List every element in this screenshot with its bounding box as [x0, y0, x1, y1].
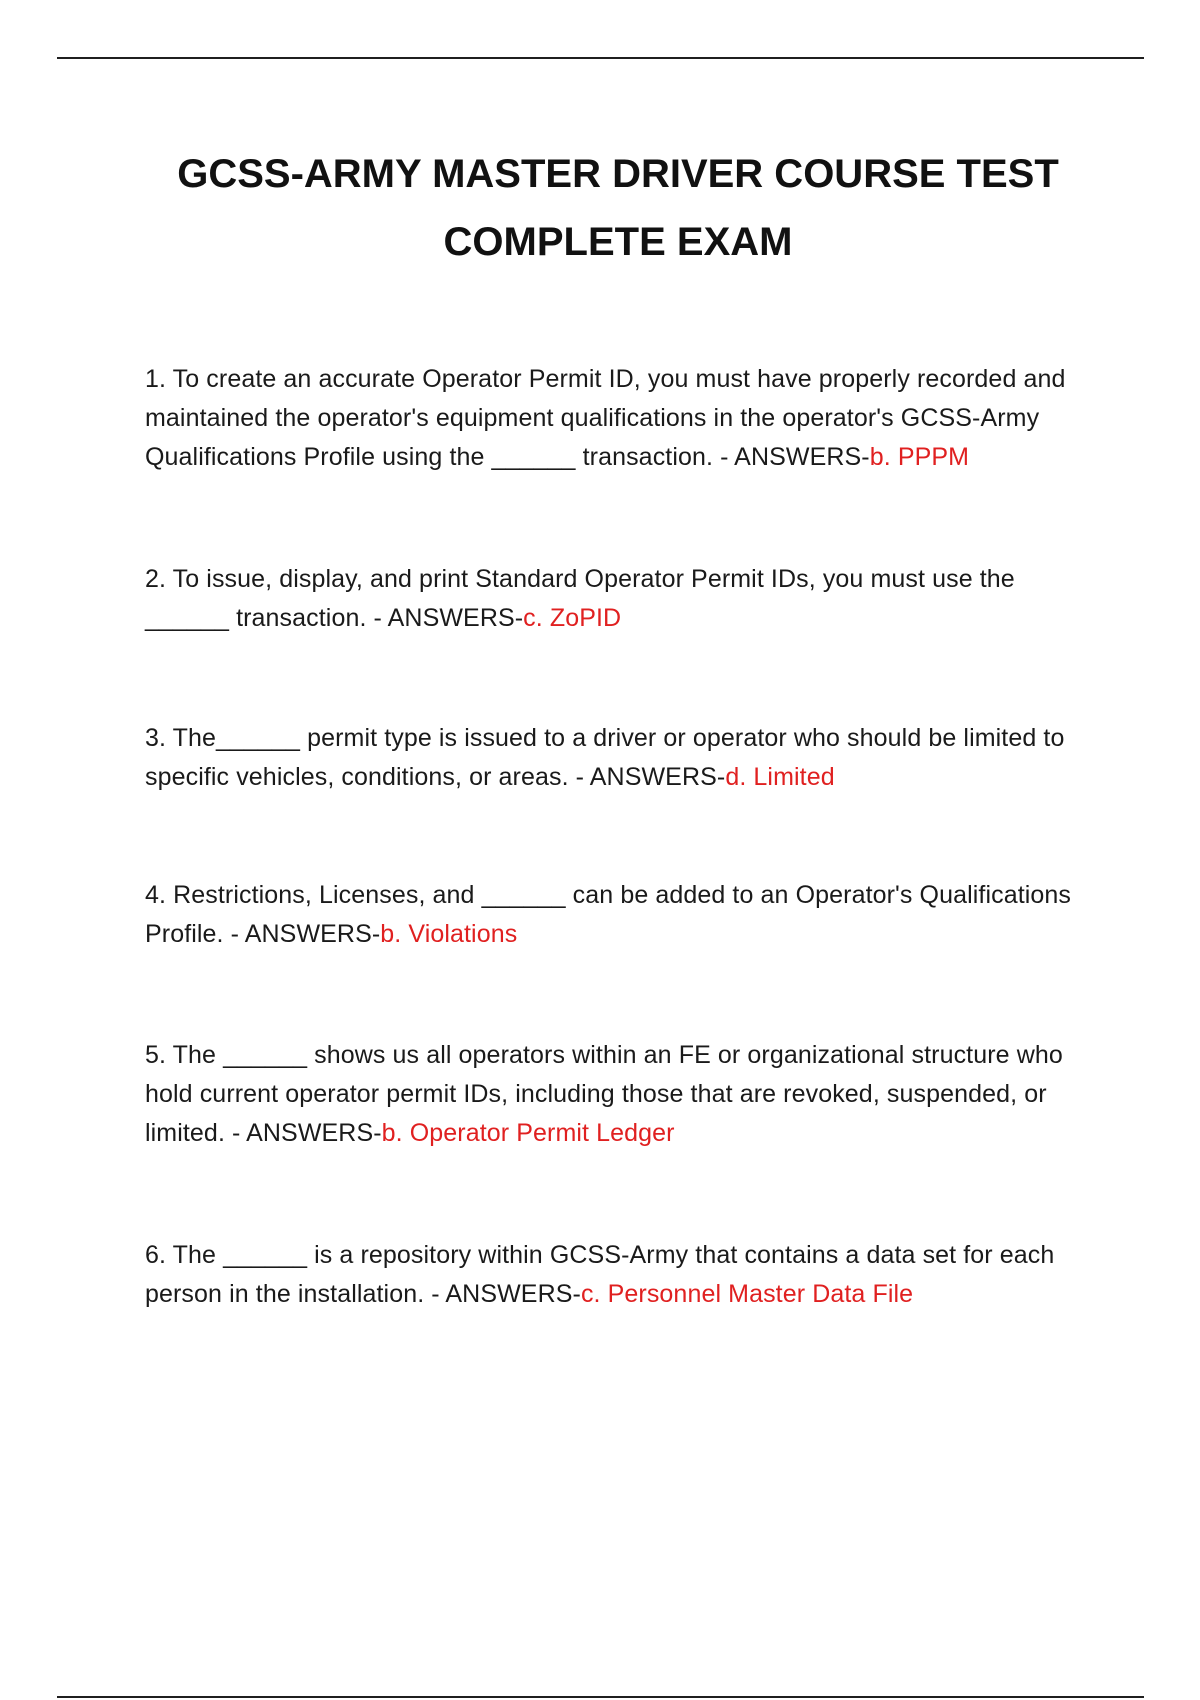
answer-text: b. PPPM	[869, 443, 970, 471]
question-text: 3. The______ permit type is issued to a driver or operator who should be limited to specific vehicles, conditions, or areas. - ANSWERS-	[145, 724, 1065, 791]
top-divider	[57, 57, 1144, 59]
question-5	[145, 1036, 1090, 1153]
answer-text: b. Violations	[380, 920, 518, 948]
document-title	[100, 140, 1136, 276]
question-3	[145, 719, 1090, 797]
answer-text: c. Personnel Master Data File	[580, 1280, 914, 1308]
question-text: 4. Restrictions, Licenses, and ______ can be added to an Operator's Qualifications Profile. - ANSWERS-	[145, 881, 1072, 948]
title-line-2: COMPLETE EXAM	[443, 220, 793, 264]
question-text: 1. To create an accurate Operator Permit ID, you must have properly recorded and maintained the operator's equipment qualifications in the operator's GCSS-Army Qualifications Profile using the ______ transaction. - ANSWERS-	[145, 365, 1066, 471]
answer-text: d. Limited	[725, 763, 835, 791]
answer-text: c. ZoPID	[523, 604, 622, 632]
question-text: 5. The ______ shows us all operators within an FE or organizational structure who hold current operator permit IDs, including those that are revoked, suspended, or limited. - ANSWERS-	[145, 1041, 1063, 1147]
question-text: 2. To issue, display, and print Standard Operator Permit IDs, you must use the ______ transaction. - ANSWERS-	[145, 565, 1015, 632]
question-2	[145, 560, 1090, 638]
title-line-1: GCSS-ARMY MASTER DRIVER COURSE TEST	[177, 152, 1059, 196]
question-text: 6. The ______ is a repository within GCSS-Army that contains a data set for each person in the installation. - ANSWERS-	[145, 1241, 1055, 1308]
bottom-divider	[57, 1696, 1144, 1698]
answer-text: b. Operator Permit Ledger	[381, 1119, 675, 1147]
question-6	[145, 1236, 1090, 1314]
question-1	[145, 360, 1090, 477]
question-4	[145, 876, 1090, 954]
